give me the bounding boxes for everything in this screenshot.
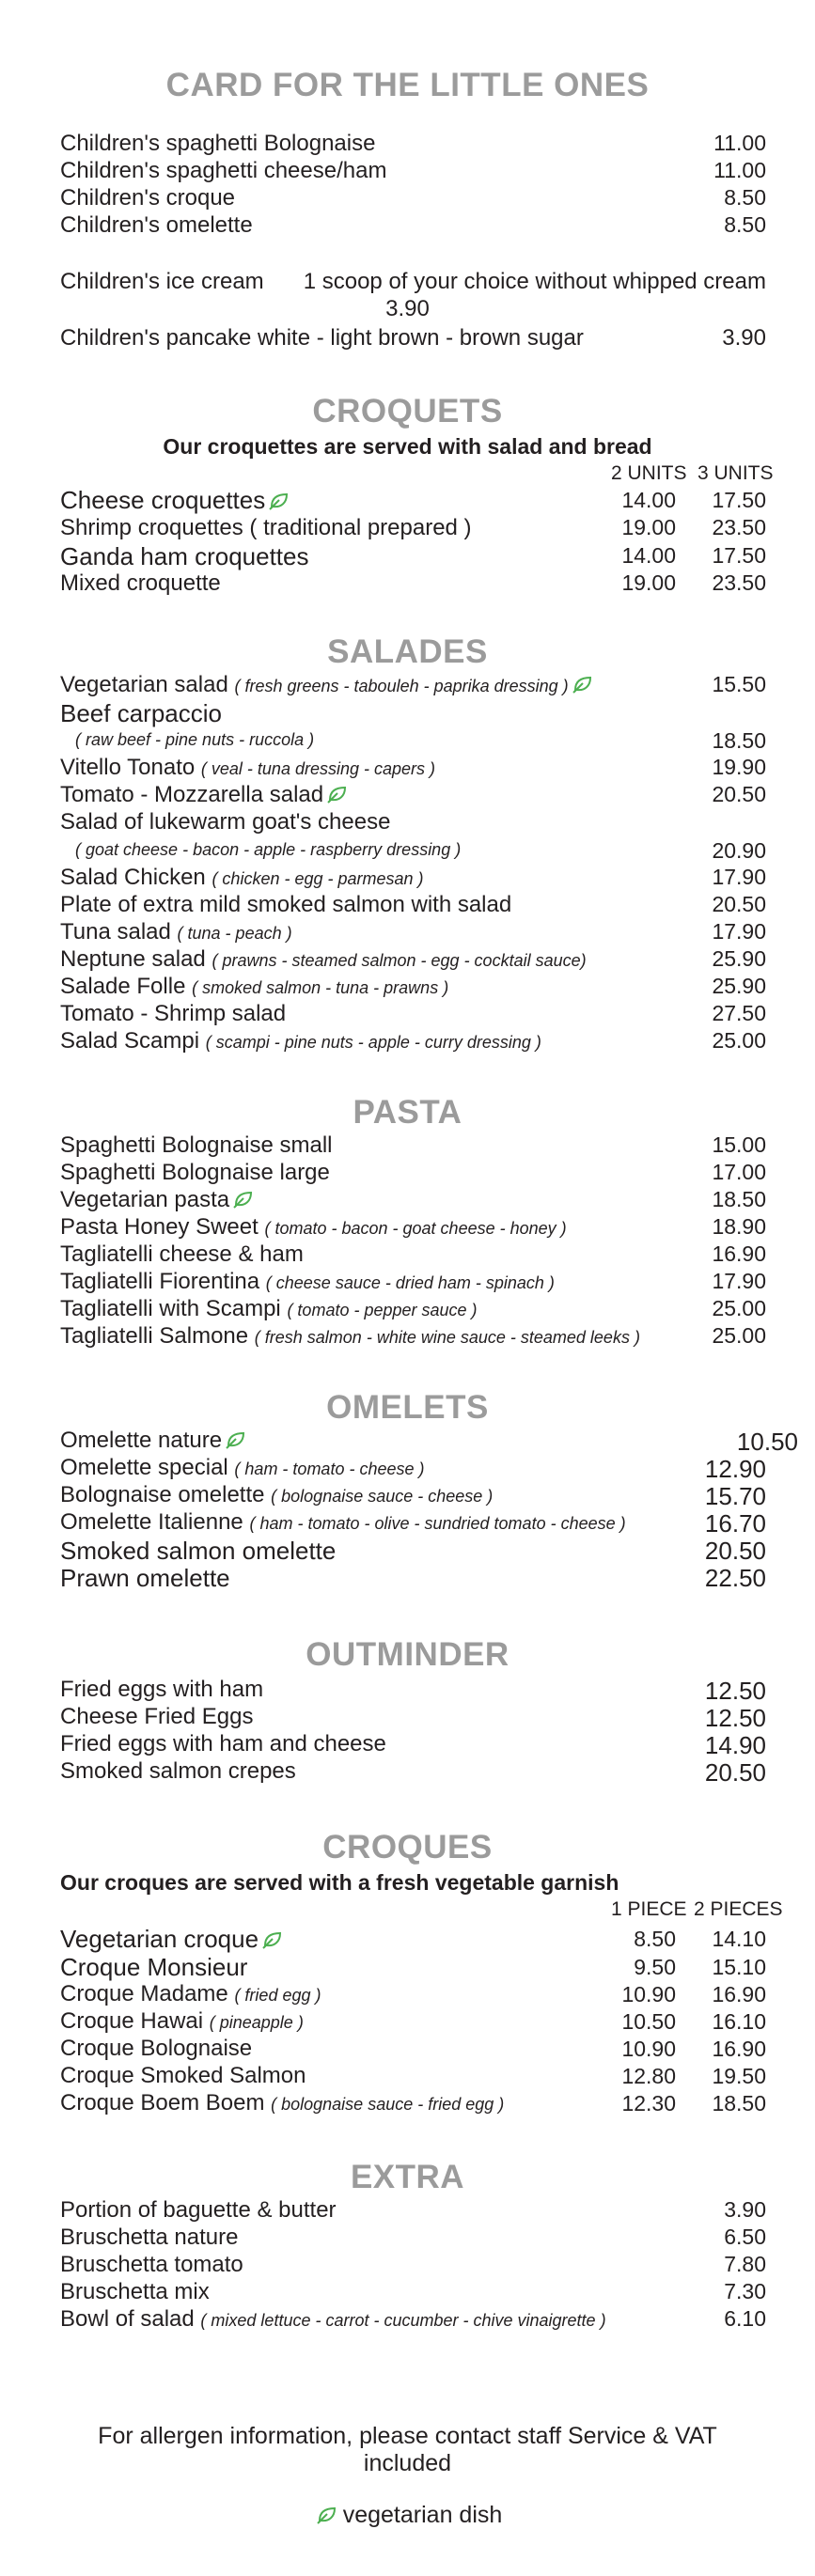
column-header: 3 UNITS xyxy=(697,462,774,484)
menu-item-price: 14.00 xyxy=(621,488,676,512)
menu-item-price: 6.10 xyxy=(724,2306,766,2331)
menu-item-name: Tagliatelli cheese & ham xyxy=(60,1241,304,1267)
section-title-kids: CARD FOR THE LITTLE ONES xyxy=(165,67,650,103)
menu-item-price: 9.50 xyxy=(634,1955,676,1979)
section-subtitle: Our croquettes are served with salad and bread xyxy=(163,434,652,459)
menu-item-name: Vegetarian pasta xyxy=(60,1187,254,1213)
menu-item-description: ( mixed lettuce - carrot - cucumber - chive vinaigrette ) xyxy=(200,2311,606,2330)
menu-item-name: Fried eggs with ham xyxy=(60,1677,264,1702)
menu-item-price: 3.90 xyxy=(385,296,430,321)
menu-item-name: Neptune salad ( prawns - steamed salmon - egg - cocktail sauce) xyxy=(60,946,587,972)
menu-item-price: 19.50 xyxy=(712,2064,766,2088)
menu-item-name: Tagliatelli Salmone ( fresh salmon - white wine sauce - steamed leeks ) xyxy=(60,1323,640,1349)
section-title-croques: CROQUES xyxy=(322,1829,493,1866)
menu-item-name: Tomato - Mozzarella salad xyxy=(60,782,348,808)
menu-item-price: 12.90 xyxy=(704,1455,766,1483)
menu-item-price: 12.30 xyxy=(621,2091,676,2115)
section-title-outminder: OUTMINDER xyxy=(306,1636,509,1673)
menu-item-description: ( tuna - peach ) xyxy=(177,924,292,943)
menu-item-price: 10.90 xyxy=(621,2037,676,2061)
menu-item-name: Portion of baguette & butter xyxy=(60,2197,337,2223)
menu-item-name: Croque Boem Boem ( bolognaise sauce - fried egg ) xyxy=(60,2090,505,2115)
menu-item-description: ( tomato - bacon - goat cheese - honey ) xyxy=(264,1219,567,1238)
section-title-omelets: OMELETS xyxy=(326,1389,489,1426)
menu-item-price: 11.00 xyxy=(713,131,766,155)
menu-item-price: 10.50 xyxy=(621,2009,676,2034)
menu-item-description: ( smoked salmon - tuna - prawns ) xyxy=(192,978,449,997)
menu-item-name: Salade Folle ( smoked salmon - tuna - prawns ) xyxy=(60,974,449,999)
menu-item-price: 12.50 xyxy=(704,1677,766,1705)
menu-item-name: Vitello Tonato ( veal - tuna dressing - capers ) xyxy=(60,755,436,780)
menu-item-name: Bruschetta mix xyxy=(60,2279,210,2304)
column-header: 2 UNITS xyxy=(611,462,687,484)
allergen-notice: For allergen information, please contact staff Service & VAT xyxy=(98,2423,717,2449)
menu-item-price: 7.80 xyxy=(724,2252,766,2276)
menu-item-name: Shrimp croquettes ( traditional prepared ) xyxy=(60,515,472,540)
menu-item-price: 8.50 xyxy=(634,1927,676,1951)
column-header: 1 PIECE xyxy=(611,1898,687,1920)
menu-item-price: 15.50 xyxy=(712,672,766,696)
menu-item-price: 3.90 xyxy=(724,2197,766,2222)
menu-item-name: Croque Monsieur xyxy=(60,1953,248,1981)
menu-item-price: 19.00 xyxy=(621,515,676,539)
menu-item-price: 16.10 xyxy=(712,2009,766,2034)
menu-item-name: Mixed croquette xyxy=(60,570,221,596)
menu-item-price: 18.50 xyxy=(712,728,766,753)
menu-item-name: Vegetarian salad ( fresh greens - tabouleh - paprika dressing ) xyxy=(60,672,593,698)
menu-item-name: Spaghetti Bolognaise small xyxy=(60,1132,333,1158)
menu-item-description: ( chicken - egg - parmesan ) xyxy=(212,869,424,888)
menu-item-price: 17.90 xyxy=(712,865,766,889)
menu-item-price: 14.10 xyxy=(712,1927,766,1951)
menu-item-description: ( ham - tomato - olive - sundried tomato - cheese ) xyxy=(249,1514,626,1533)
menu-item-price: 17.50 xyxy=(712,488,766,512)
menu-item-description: ( fresh salmon - white wine sauce - steamed leeks ) xyxy=(254,1328,640,1347)
menu-item-price: 11.00 xyxy=(713,158,766,182)
menu-item-price: 18.50 xyxy=(712,1187,766,1211)
vegetarian-legend: vegetarian dish xyxy=(0,2502,815,2529)
section-title-salades: SALADES xyxy=(327,633,488,670)
menu-item-name: Bowl of salad ( mixed lettuce - carrot - cucumber - chive vinaigrette ) xyxy=(60,2306,606,2332)
menu-item-description: ( ham - tomato - cheese ) xyxy=(234,1460,425,1478)
allergen-notice: included xyxy=(363,2450,452,2476)
menu-item-name: Salad Scampi ( scampi - pine nuts - apple - curry dressing ) xyxy=(60,1028,541,1054)
menu-item-name: Children's ice cream xyxy=(60,269,264,294)
menu-item-price: 20.50 xyxy=(704,1758,766,1787)
menu-item-name: Croque Hawai ( pineapple ) xyxy=(60,2008,304,2034)
vegetarian-leaf-icon xyxy=(262,1930,283,1949)
menu-item-description: ( cheese sauce - dried ham - spinach ) xyxy=(265,1273,555,1292)
menu-item-price: 12.80 xyxy=(621,2064,676,2088)
menu-item-price: 20.50 xyxy=(712,782,766,806)
menu-item-description: ( pineapple ) xyxy=(209,2013,304,2032)
menu-item-price: 8.50 xyxy=(724,185,766,210)
menu-item-name: Pasta Honey Sweet ( tomato - bacon - goat cheese - honey ) xyxy=(60,1214,567,1240)
vegetarian-leaf-icon xyxy=(269,492,290,510)
vegetarian-leaf-icon xyxy=(226,1430,246,1449)
menu-item-description: ( bolognaise sauce - cheese ) xyxy=(271,1487,494,1506)
menu-item-price: 16.70 xyxy=(704,1509,766,1538)
menu-item-name: Fried eggs with ham and cheese xyxy=(60,1731,386,1756)
menu-item-price: 14.90 xyxy=(704,1731,766,1759)
menu-item-name: Tagliatelli Fiorentina ( cheese sauce - dried ham - spinach ) xyxy=(60,1269,555,1294)
menu-item-name: Salad Chicken ( chicken - egg - parmesan ) xyxy=(60,865,424,890)
menu-item-price: 8.50 xyxy=(724,212,766,237)
menu-item-description: ( scampi - pine nuts - apple - curry dressing ) xyxy=(205,1033,541,1052)
section-title-pasta: PASTA xyxy=(353,1094,462,1131)
vegetarian-leaf-icon xyxy=(233,1190,254,1209)
menu-item-price: 6.50 xyxy=(724,2225,766,2249)
menu-item-name: Children's spaghetti cheese/ham xyxy=(60,158,387,183)
menu-item-price: 18.90 xyxy=(712,1214,766,1239)
menu-item-name: Smoked salmon omelette xyxy=(60,1537,337,1565)
menu-item-price: 25.90 xyxy=(712,946,766,971)
menu-item-price: 25.00 xyxy=(712,1028,766,1053)
menu-item-description: ( fresh greens - tabouleh - paprika dressing ) xyxy=(234,677,569,695)
menu-item-name: Children's spaghetti Bolognaise xyxy=(60,131,376,156)
column-header: 2 PIECES xyxy=(694,1898,783,1920)
menu-item-name: Omelette special ( ham - tomato - cheese ) xyxy=(60,1455,425,1480)
menu-item-name: Beef carpaccio xyxy=(60,699,222,727)
menu-item-name: Bolognaise omelette ( bolognaise sauce - cheese ) xyxy=(60,1482,494,1507)
menu-item-name: Tomato - Shrimp salad xyxy=(60,1001,287,1026)
menu-item-price: 25.00 xyxy=(712,1296,766,1320)
menu-item-description: ( raw beef - pine nuts - ruccola ) xyxy=(75,730,315,749)
menu-item-price: 15.00 xyxy=(712,1132,766,1157)
menu-item-price: 16.90 xyxy=(712,1982,766,2006)
menu-item-name: Tagliatelli with Scampi ( tomato - pepper sauce ) xyxy=(60,1296,478,1321)
menu-item-name: Plate of extra mild smoked salmon with salad xyxy=(60,892,512,917)
menu-item-price: 17.90 xyxy=(712,1269,766,1293)
section-title-croquets: CROQUETS xyxy=(312,393,503,429)
menu-item-price: 15.70 xyxy=(704,1482,766,1510)
menu-item-price: 19.00 xyxy=(621,570,676,595)
menu-item-description: ( veal - tuna dressing - capers ) xyxy=(200,759,436,778)
menu-item-name: Children's pancake white - light brown - brown sugar xyxy=(60,325,584,351)
menu-item-name: Smoked salmon crepes xyxy=(60,1758,296,1784)
menu-item-price: 25.90 xyxy=(712,974,766,998)
menu-item-description: ( bolognaise sauce - fried egg ) xyxy=(271,2095,505,2114)
menu-item-name: Cheese Fried Eggs xyxy=(60,1704,254,1729)
menu-item-description: 1 scoop of your choice without whipped cream xyxy=(303,269,766,294)
menu-item-name: Vegetarian croque xyxy=(60,1925,283,1954)
menu-item-name: Croque Madame ( fried egg ) xyxy=(60,1981,321,2006)
vegetarian-leaf-icon xyxy=(327,785,348,804)
menu-item-description: ( prawns - steamed salmon - egg - cocktail sauce) xyxy=(212,951,587,970)
menu-item-price: 23.50 xyxy=(712,570,766,595)
menu-item-name: Croque Bolognaise xyxy=(60,2036,253,2061)
menu-item-name: Omelette nature xyxy=(60,1428,246,1454)
menu-item-name: Spaghetti Bolognaise large xyxy=(60,1160,330,1185)
menu-item-price: 19.90 xyxy=(712,755,766,779)
menu-item-price: 7.30 xyxy=(724,2279,766,2303)
menu-item-price: 12.50 xyxy=(704,1704,766,1732)
menu-item-name: Bruschetta tomato xyxy=(60,2252,243,2277)
menu-item-price: 10.50 xyxy=(736,1428,798,1456)
menu-item-name: Prawn omelette xyxy=(60,1564,230,1592)
vegetarian-leaf-icon xyxy=(317,2506,337,2524)
menu-item-name: Omelette Italienne ( ham - tomato - olive - sundried tomato - cheese ) xyxy=(60,1509,626,1535)
menu-item-price: 14.00 xyxy=(621,543,676,568)
vegetarian-leaf-icon xyxy=(572,675,593,694)
menu-item-name: Croque Smoked Salmon xyxy=(60,2063,306,2088)
menu-item-price: 15.10 xyxy=(712,1955,766,1979)
menu-item-name: Children's croque xyxy=(60,185,236,211)
menu-item-price: 20.90 xyxy=(712,838,766,863)
menu-item-price: 18.50 xyxy=(712,2091,766,2115)
menu-item-name: Cheese croquettes xyxy=(60,486,290,515)
menu-item-price: 23.50 xyxy=(712,515,766,539)
section-title-extra: EXTRA xyxy=(350,2159,465,2195)
menu-item-price: 3.90 xyxy=(722,325,766,351)
menu-item-name: Salad of lukewarm goat's cheese xyxy=(60,809,391,835)
menu-item-price: 27.50 xyxy=(712,1001,766,1025)
menu-item-price: 20.50 xyxy=(712,892,766,916)
menu-item-price: 10.90 xyxy=(621,1982,676,2006)
menu-item-price: 17.00 xyxy=(712,1160,766,1184)
menu-item-name: Children's omelette xyxy=(60,212,253,238)
section-subtitle: Our croques are served with a fresh vegetable garnish xyxy=(60,1870,619,1895)
menu-item-description: ( tomato - pepper sauce ) xyxy=(287,1301,478,1319)
menu-item-price: 17.50 xyxy=(712,543,766,568)
menu-item-price: 22.50 xyxy=(704,1564,766,1592)
menu-item-price: 20.50 xyxy=(704,1537,766,1565)
menu-item-name: Tuna salad ( tuna - peach ) xyxy=(60,919,292,945)
menu-item-description: ( goat cheese - bacon - apple - raspberry dressing ) xyxy=(75,840,462,859)
menu-item-name: Ganda ham croquettes xyxy=(60,542,309,570)
menu-item-name: Bruschetta nature xyxy=(60,2225,239,2250)
menu-item-price: 16.90 xyxy=(712,2037,766,2061)
menu-item-description: ( fried egg ) xyxy=(234,1986,321,2005)
menu-item-price: 16.90 xyxy=(712,1241,766,1266)
menu-item-price: 25.00 xyxy=(712,1323,766,1348)
menu-item-price: 17.90 xyxy=(712,919,766,944)
